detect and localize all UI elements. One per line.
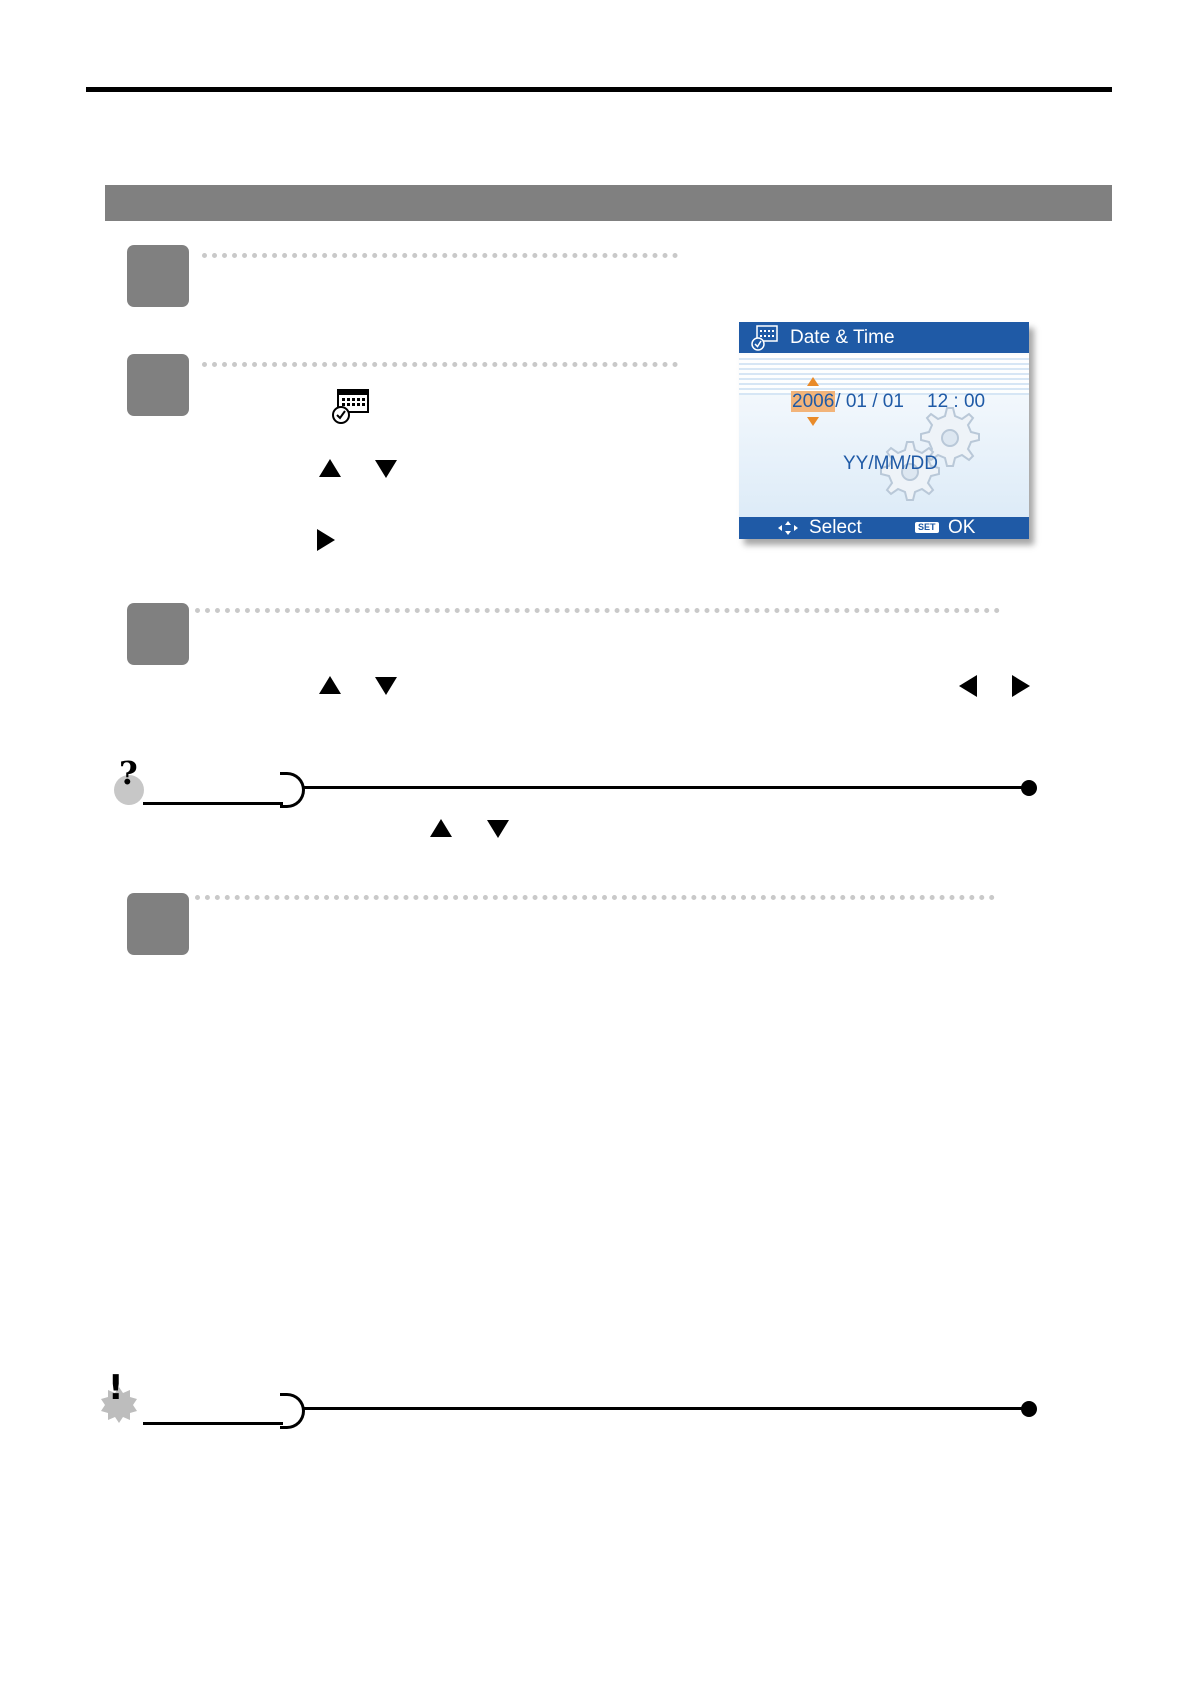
warning-icon: !: [108, 1368, 124, 1408]
down-arrow-icon: [375, 677, 397, 695]
step-4-marker: [127, 893, 189, 955]
tip-underline: [143, 802, 283, 805]
warning-line-end-dot: [1021, 1401, 1037, 1417]
up-arrow-icon: [319, 676, 341, 694]
left-arrow-icon: [959, 675, 977, 697]
date-format-value: YY/MM/DD: [843, 453, 938, 474]
top-rule: [86, 87, 1112, 92]
date-time-menu-icon: [330, 388, 370, 426]
date-value: [791, 391, 904, 413]
down-arrow-icon: [487, 820, 509, 838]
set-button-badge: SET: [915, 522, 939, 533]
warning-divider-line: [303, 1407, 1029, 1410]
right-arrow-icon: [317, 529, 335, 551]
warning-underline: [143, 1422, 283, 1425]
right-arrow-icon: [1012, 675, 1030, 697]
year-increase-indicator: [807, 377, 819, 386]
tip-curve: [280, 772, 305, 808]
help-icon: ?: [119, 754, 138, 792]
year-value-highlighted: 2006: [792, 391, 835, 412]
screen-footer-bar: [739, 517, 1029, 539]
camera-screen-date-time: [739, 322, 1029, 539]
tip-divider-line: [303, 786, 1029, 789]
step-1-dotted-rule: [202, 253, 678, 258]
month-day-value: / 01 / 01: [835, 391, 904, 412]
up-arrow-icon: [319, 459, 341, 477]
tip-line-end-dot: [1021, 780, 1037, 796]
footer-select-label: Select: [809, 517, 862, 538]
step-3-dotted-rule: [195, 608, 1000, 613]
step-3-marker: [127, 603, 189, 665]
year-decrease-indicator: [807, 417, 819, 426]
up-arrow-icon: [430, 819, 452, 837]
four-way-pad-icon: [777, 520, 799, 536]
step-2-dotted-rule: [202, 362, 678, 367]
gears-icon: [877, 402, 987, 502]
step-2-marker: [127, 354, 189, 416]
section-header-bar: [105, 185, 1112, 221]
screen-background-lines: [739, 355, 1029, 395]
step-4-dotted-rule: [195, 895, 995, 900]
time-value: 12 : 00: [927, 391, 986, 412]
step-1-marker: [127, 245, 189, 307]
screen-header-bar: [739, 322, 1029, 353]
screen-date-time-icon: [749, 324, 779, 352]
screen-title: Date & Time: [790, 327, 895, 348]
warning-curve: [280, 1393, 305, 1429]
down-arrow-icon: [375, 460, 397, 478]
footer-ok-label: OK: [948, 517, 976, 538]
